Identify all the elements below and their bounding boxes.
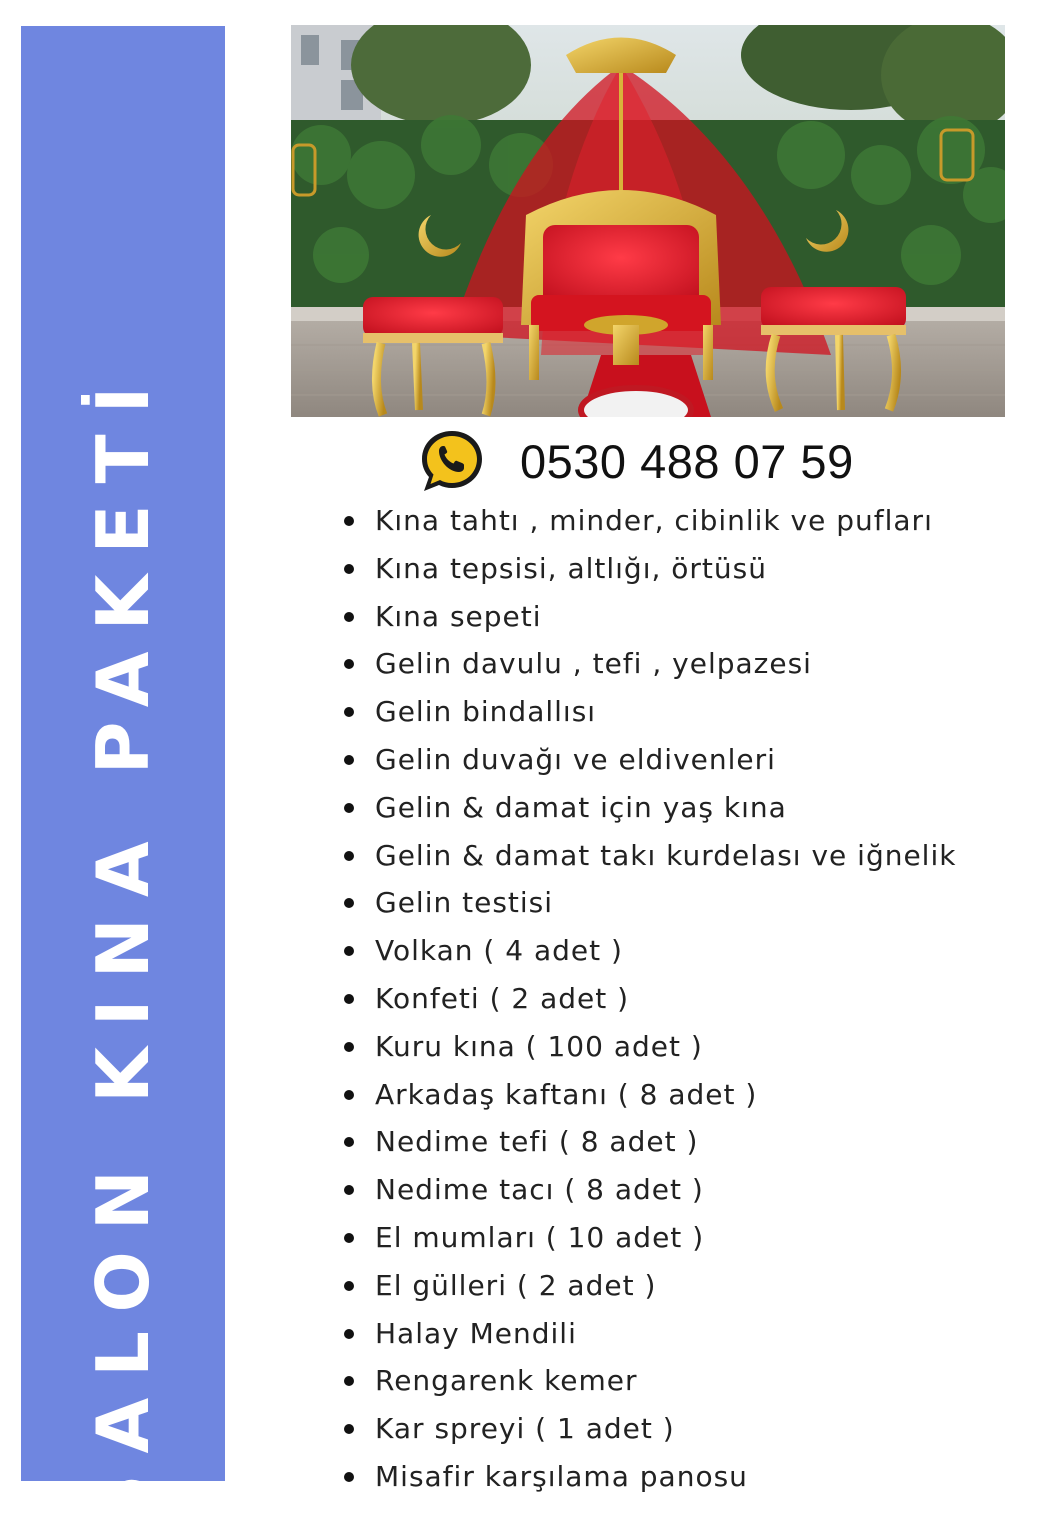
- bullet-icon: [344, 946, 354, 956]
- list-item: [335, 736, 956, 784]
- list-item-label: Misafir karşılama panosu: [375, 1459, 748, 1493]
- list-item-label: Gelin duvağı ve eldivenleri: [375, 742, 776, 776]
- list-item-label: Arkadaş kaftanı ( 8 adet ): [375, 1077, 758, 1111]
- list-item: [335, 784, 956, 832]
- bullet-icon: [344, 1376, 354, 1386]
- list-item-label: Volkan ( 4 adet ): [375, 934, 623, 968]
- list-item: [335, 1118, 956, 1166]
- kina-throne-photo: [291, 25, 1005, 417]
- bullet-icon: [344, 1137, 354, 1147]
- list-item: [335, 1262, 956, 1310]
- bullet-icon: [344, 755, 354, 765]
- list-item-label: El gülleri ( 2 adet ): [375, 1268, 657, 1302]
- list-item: [335, 1071, 956, 1119]
- list-item-label: Gelin davulu , tefi , yelpazesi: [375, 647, 812, 681]
- list-item: [335, 1405, 956, 1453]
- bullet-icon: [344, 851, 354, 861]
- bullet-icon: [344, 1424, 354, 1434]
- list-item: [335, 879, 956, 927]
- bullet-icon: [344, 564, 354, 574]
- list-item: [335, 1310, 956, 1358]
- whatsapp-icon[interactable]: [416, 428, 488, 494]
- side-banner: [21, 26, 225, 1526]
- list-item: [335, 497, 956, 545]
- bullet-icon: [344, 803, 354, 813]
- list-item: [335, 688, 956, 736]
- list-item: [335, 1453, 956, 1501]
- list-item-label: Rengarenk kemer: [375, 1364, 638, 1398]
- bullet-icon: [344, 994, 354, 1004]
- bullet-icon: [344, 612, 354, 622]
- list-item-label: Kına sepeti: [375, 599, 542, 633]
- bullet-icon: [344, 898, 354, 908]
- bullet-icon: [344, 1472, 354, 1482]
- list-item-label: Gelin & damat için yaş kına: [375, 790, 787, 824]
- list-item: [335, 593, 956, 641]
- bullet-icon: [344, 1233, 354, 1243]
- list-item-label: Nedime tefi ( 8 adet ): [375, 1125, 699, 1159]
- list-item-label: Kına tahtı , minder, cibinlik ve pufları: [375, 504, 933, 537]
- list-item-label: Kuru kına ( 100 adet ): [375, 1029, 703, 1063]
- bullet-icon: [344, 1090, 354, 1100]
- list-item: [335, 545, 956, 593]
- bullet-icon: [344, 1042, 354, 1052]
- list-item-label: El mumları ( 10 adet ): [375, 1220, 705, 1254]
- list-item-label: Gelin & damat takı kurdelası ve iğnelik: [375, 838, 957, 872]
- list-item: [335, 1214, 956, 1262]
- list-item: [335, 975, 956, 1023]
- list-item-label: Halay Mendili: [375, 1316, 577, 1350]
- list-item: [335, 1357, 956, 1405]
- list-item: [335, 927, 956, 975]
- bullet-icon: [344, 516, 354, 526]
- page-title: SALON KINA PAKETİ: [81, 365, 165, 1526]
- package-items-list: [335, 497, 956, 1501]
- bullet-icon: [344, 659, 354, 669]
- list-item-label: Kar spreyi ( 1 adet ): [375, 1412, 675, 1446]
- bullet-icon: [344, 707, 354, 717]
- bullet-icon: [344, 1185, 354, 1195]
- list-item: [335, 1023, 956, 1071]
- bullet-icon: [344, 1281, 354, 1291]
- list-item: [335, 832, 956, 880]
- list-item: [335, 640, 956, 688]
- list-item-label: Nedime tacı ( 8 adet ): [375, 1173, 704, 1207]
- list-item-label: Kına tepsisi, altlığı, örtüsü: [375, 551, 767, 585]
- bullet-icon: [344, 1329, 354, 1339]
- contact-row: [416, 428, 854, 494]
- list-item: [335, 1166, 956, 1214]
- list-item-label: Gelin bindallısı: [375, 695, 597, 729]
- phone-number[interactable]: 0530 488 07 59: [520, 434, 854, 488]
- list-item-label: Gelin testisi: [375, 886, 554, 920]
- list-item-label: Konfeti ( 2 adet ): [375, 981, 630, 1015]
